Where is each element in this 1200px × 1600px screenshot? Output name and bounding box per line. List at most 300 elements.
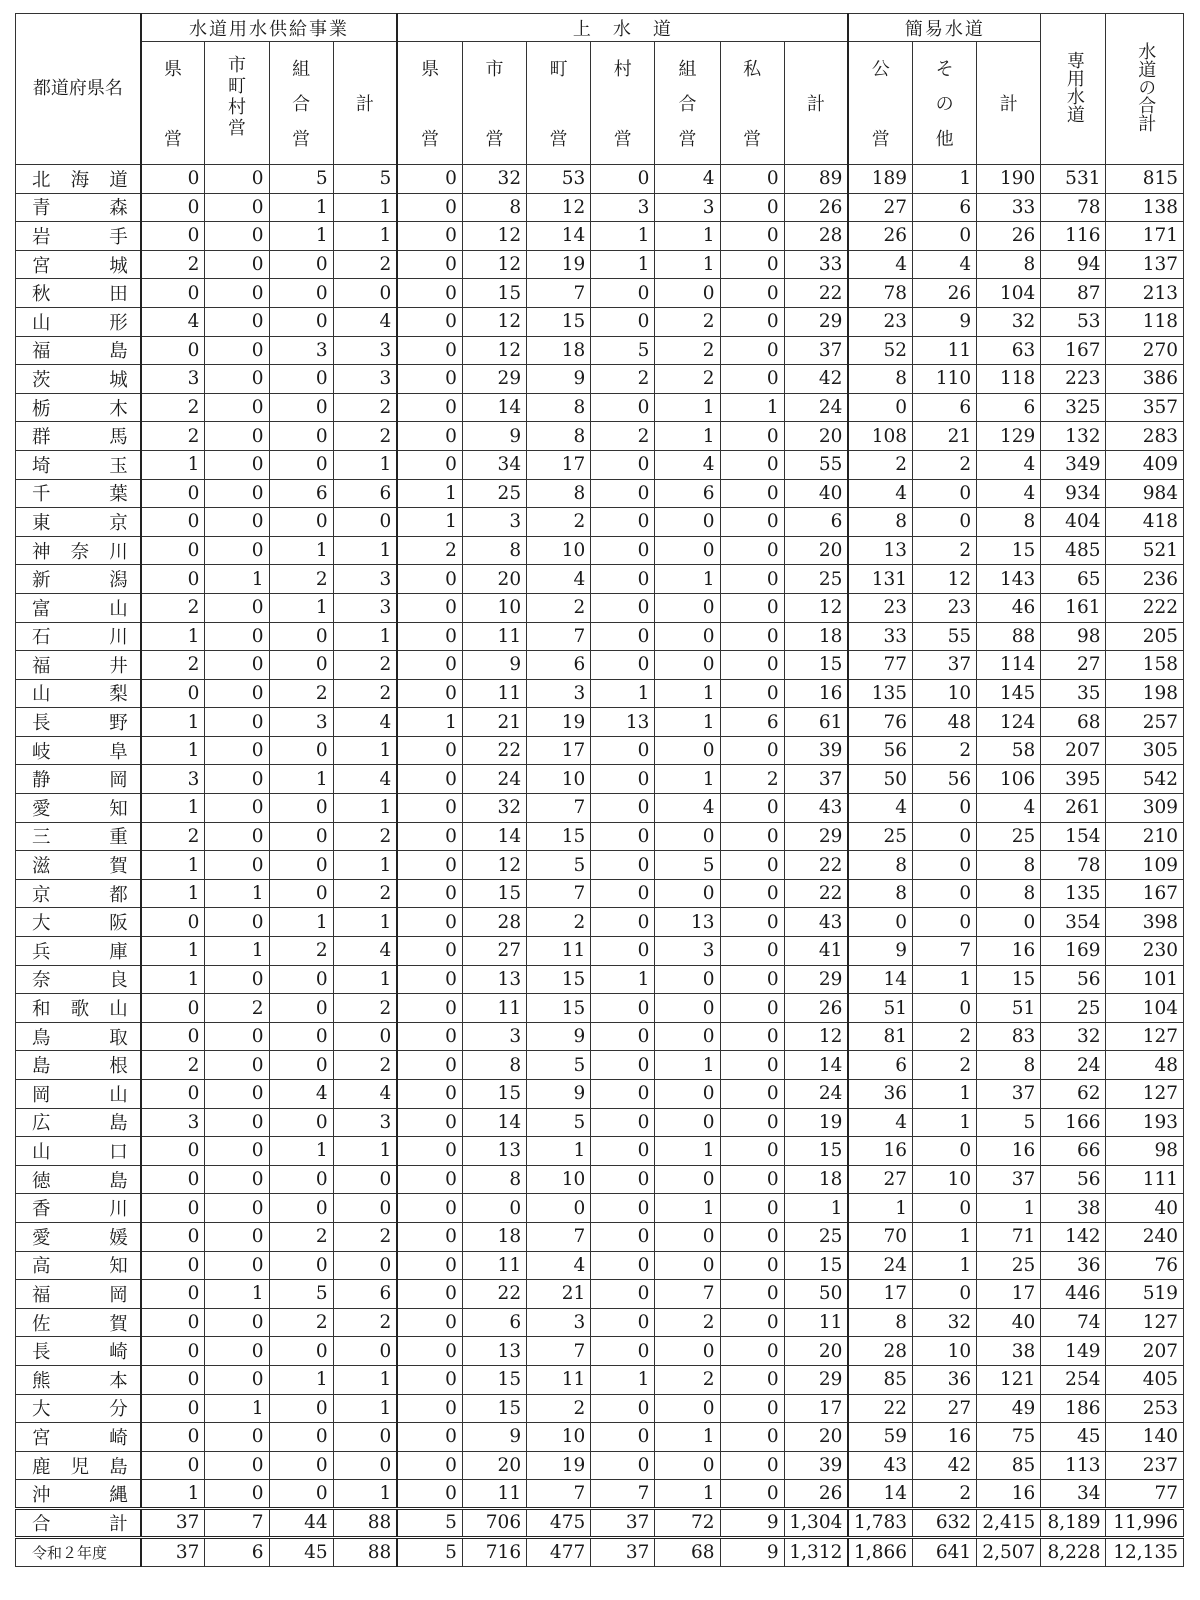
value-cell: 56 [913,765,977,794]
value-cell: 37 [913,651,977,680]
value-cell: 1 [333,1365,397,1394]
prefecture-header-label [30,74,126,104]
value-cell: 8 [848,1308,912,1337]
value-cell: 0 [720,1308,784,1337]
subheader-bulk-2 [269,42,333,165]
value-cell: 0 [720,1108,784,1137]
prefecture-name: 愛媛 [16,1222,141,1251]
value-cell: 1 [913,1251,977,1280]
value-cell: 101 [1106,965,1184,994]
value-cell: 1 [269,193,333,222]
value-cell: 62 [1041,1080,1106,1109]
value-cell: 2 [141,393,205,422]
value-cell: 3 [333,565,397,594]
value-cell: 8 [527,422,591,451]
table-row [16,765,1184,794]
value-cell: 1 [913,165,977,194]
value-cell: 25 [784,565,848,594]
value-cell: 3 [527,679,591,708]
value-cell: 138 [1106,193,1184,222]
value-cell: 52 [848,336,912,365]
value-cell: 6 [913,193,977,222]
value-cell: 34 [462,450,526,479]
value-cell: 22 [462,736,526,765]
value-cell: 127 [1106,1022,1184,1051]
value-cell: 1 [333,222,397,251]
value-cell: 12,135 [1106,1537,1184,1566]
value-cell: 0 [205,651,269,680]
prefecture-name: 長野 [16,708,141,737]
value-cell: 36 [913,1365,977,1394]
subheader-char: 営 [871,129,890,150]
value-cell: 25 [784,1222,848,1251]
value-cell: 10 [913,1165,977,1194]
value-cell: 1 [269,1137,333,1166]
value-cell: 1 [591,679,655,708]
table-row [16,651,1184,680]
value-cell: 3 [655,193,720,222]
value-cell: 0 [977,908,1041,937]
value-cell: 0 [720,165,784,194]
value-cell: 257 [1106,708,1184,737]
value-cell: 0 [720,1365,784,1394]
value-cell: 11 [462,1251,526,1280]
value-cell: 13 [462,1337,526,1366]
subheader-char: 町 [549,59,568,80]
value-cell: 0 [462,1194,526,1223]
value-cell: 0 [269,307,333,336]
value-cell: 0 [720,479,784,508]
value-cell: 0 [591,1051,655,1080]
value-cell: 121 [977,1365,1041,1394]
table-row [16,250,1184,279]
value-cell: 237 [1106,1451,1184,1480]
value-cell: 4 [848,479,912,508]
value-cell: 0 [591,307,655,336]
value-cell: 0 [269,450,333,479]
value-cell: 56 [1041,965,1106,994]
value-cell: 55 [913,622,977,651]
value-cell: 0 [269,1108,333,1137]
value-cell: 0 [720,879,784,908]
table-row [16,994,1184,1023]
value-cell: 0 [269,851,333,880]
value-cell: 9 [527,365,591,394]
value-cell: 15 [527,307,591,336]
value-cell: 1 [784,1194,848,1223]
value-cell: 2,507 [977,1537,1041,1566]
value-cell: 88 [977,622,1041,651]
value-cell: 98 [1041,622,1106,651]
value-cell: 0 [205,1137,269,1166]
value-cell: 108 [848,422,912,451]
value-cell: 0 [397,336,462,365]
value-cell: 0 [720,1051,784,1080]
value-cell: 0 [205,193,269,222]
prefecture-name: 秋田 [16,279,141,308]
value-cell: 0 [141,679,205,708]
value-cell: 0 [720,508,784,537]
value-cell: 51 [848,994,912,1023]
subheader-label [721,55,784,151]
value-cell: 0 [720,307,784,336]
value-cell: 2 [397,536,462,565]
value-cell: 2 [591,422,655,451]
value-cell: 223 [1041,365,1106,394]
value-cell: 0 [720,736,784,765]
value-cell: 2 [333,1051,397,1080]
subheader-char: 営 [485,129,504,150]
subheader-char: 営 [164,129,183,150]
value-cell: 1 [655,1051,720,1080]
value-cell: 7 [527,1337,591,1366]
value-cell: 0 [141,1308,205,1337]
table-row [16,1394,1184,1423]
value-cell: 0 [591,851,655,880]
value-cell: 26 [848,222,912,251]
value-cell: 15 [977,965,1041,994]
value-cell: 0 [333,1337,397,1366]
value-cell: 15 [462,1080,526,1109]
value-cell: 2 [527,1394,591,1423]
value-cell: 1 [333,1137,397,1166]
value-cell: 0 [655,508,720,537]
value-cell: 1,304 [784,1508,848,1537]
prefecture-name: 佐賀 [16,1308,141,1337]
value-cell: 78 [1041,851,1106,880]
table-row [16,1194,1184,1223]
subheader-char: 営 [292,129,311,150]
prefecture-name: 埼玉 [16,450,141,479]
prefecture-name: 香川 [16,1194,141,1223]
value-cell: 0 [269,1022,333,1051]
value-cell: 984 [1106,479,1184,508]
value-cell: 13 [462,1137,526,1166]
previous-year-row [16,1537,1184,1566]
value-cell: 0 [720,1423,784,1452]
value-cell: 261 [1041,794,1106,823]
value-cell: 161 [1041,593,1106,622]
table-row [16,1108,1184,1137]
value-cell: 0 [913,794,977,823]
value-cell: 0 [205,593,269,622]
value-cell: 17 [527,450,591,479]
value-cell: 0 [269,822,333,851]
value-cell: 1 [205,937,269,966]
value-cell: 405 [1106,1365,1184,1394]
value-cell: 2 [913,1051,977,1080]
value-cell: 189 [848,165,912,194]
value-cell: 7 [591,1480,655,1509]
value-cell: 49 [977,1394,1041,1423]
subheader-char: 村 [227,97,246,118]
value-cell: 0 [141,1451,205,1480]
value-cell: 0 [397,1051,462,1080]
value-cell: 53 [527,165,591,194]
value-cell: 0 [205,1022,269,1051]
value-cell: 22 [848,1394,912,1423]
table-row [16,479,1184,508]
subheader-label [655,55,719,151]
value-cell: 3 [269,336,333,365]
value-cell: 118 [1106,307,1184,336]
value-cell: 1 [141,965,205,994]
value-cell: 409 [1106,450,1184,479]
value-cell: 0 [397,565,462,594]
value-cell: 5 [527,1108,591,1137]
prefecture-name: 奈良 [16,965,141,994]
value-cell: 0 [591,736,655,765]
value-cell: 0 [720,1337,784,1366]
value-cell: 0 [205,1194,269,1223]
value-cell: 2 [141,593,205,622]
table-row [16,1251,1184,1280]
value-cell: 0 [720,450,784,479]
value-cell: 2 [913,736,977,765]
value-cell: 17 [784,1394,848,1423]
bulk-supply-group-header: 水道用水供給事業 [141,14,398,42]
value-cell: 0 [397,1251,462,1280]
value-cell: 8 [977,851,1041,880]
value-cell: 25 [462,479,526,508]
value-cell: 0 [397,393,462,422]
value-cell: 0 [141,508,205,537]
prefecture-name: 北海道 [16,165,141,194]
value-cell: 9 [527,1022,591,1051]
value-cell: 7 [527,794,591,823]
value-cell: 21 [527,1280,591,1309]
value-cell: 186 [1041,1394,1106,1423]
table-row [16,679,1184,708]
value-cell: 4 [655,794,720,823]
value-cell: 5 [333,165,397,194]
value-cell: 51 [977,994,1041,1023]
value-cell: 0 [655,1394,720,1423]
value-cell: 2 [527,908,591,937]
value-cell: 1 [655,1423,720,1452]
value-cell: 20 [784,1423,848,1452]
value-cell: 1 [591,250,655,279]
value-cell: 28 [784,222,848,251]
value-cell: 0 [591,1137,655,1166]
value-cell: 55 [784,450,848,479]
value-cell: 0 [141,1194,205,1223]
value-cell: 2 [655,1365,720,1394]
value-cell: 4 [527,565,591,594]
value-cell: 149 [1041,1337,1106,1366]
grand-total-header [1106,14,1184,165]
value-cell: 2 [333,250,397,279]
value-cell: 16 [977,937,1041,966]
value-cell: 4 [333,307,397,336]
subheader-water-6 [784,42,848,165]
value-cell: 0 [205,307,269,336]
table-row [16,1337,1184,1366]
value-cell: 1 [655,679,720,708]
value-cell: 2 [848,450,912,479]
value-cell: 8 [977,508,1041,537]
value-cell: 0 [397,1222,462,1251]
value-cell: 0 [591,994,655,1023]
value-cell: 61 [784,708,848,737]
value-cell: 254 [1041,1365,1106,1394]
value-cell: 15 [784,1251,848,1280]
value-cell: 2 [913,536,977,565]
value-cell: 11 [462,994,526,1023]
value-cell: 0 [655,1451,720,1480]
value-cell: 1 [655,422,720,451]
value-cell: 8 [977,879,1041,908]
value-cell: 0 [141,1022,205,1051]
value-cell: 7 [527,279,591,308]
value-cell: 24 [784,1080,848,1109]
value-cell: 0 [591,1165,655,1194]
value-cell: 2 [913,1022,977,1051]
value-cell: 1 [205,879,269,908]
subheader-simple-0 [848,42,912,165]
value-cell: 15 [784,1137,848,1166]
value-cell: 0 [913,479,977,508]
value-cell: 8 [848,365,912,394]
value-cell: 127 [1106,1308,1184,1337]
value-cell: 10 [527,1165,591,1194]
value-cell: 0 [397,1480,462,1509]
value-cell: 81 [848,1022,912,1051]
value-cell: 77 [848,651,912,680]
value-cell: 0 [269,879,333,908]
value-cell: 22 [784,851,848,880]
subheader-water-2 [527,42,591,165]
value-cell: 38 [977,1337,1041,1366]
value-cell: 1 [655,765,720,794]
value-cell: 53 [1041,307,1106,336]
value-cell: 40 [1106,1194,1184,1223]
prefecture-name: 福岡 [16,1280,141,1309]
prefecture-name: 静岡 [16,765,141,794]
value-cell: 32 [977,307,1041,336]
value-cell: 0 [141,193,205,222]
value-cell: 10 [913,679,977,708]
value-cell: 11,996 [1106,1508,1184,1537]
value-cell: 0 [205,1423,269,1452]
subheader-char: 市 [227,55,246,76]
value-cell: 36 [848,1080,912,1109]
prefecture-name: 島根 [16,1051,141,1080]
value-cell: 8,228 [1041,1537,1106,1566]
value-cell: 65 [1041,565,1106,594]
value-cell: 20 [784,1337,848,1366]
value-cell: 0 [655,1337,720,1366]
value-cell: 14 [848,965,912,994]
prefecture-name: 高知 [16,1251,141,1280]
value-cell: 116 [1041,222,1106,251]
value-cell: 15 [462,879,526,908]
value-cell: 72 [655,1508,720,1537]
value-cell: 132 [1041,422,1106,451]
value-cell: 2 [333,1222,397,1251]
value-cell: 0 [655,1251,720,1280]
value-cell: 0 [591,393,655,422]
prefecture-name: 合計 [16,1508,141,1537]
value-cell: 114 [977,651,1041,680]
value-cell: 0 [591,1451,655,1480]
value-cell: 3 [333,365,397,394]
value-cell: 22 [462,1280,526,1309]
subheader-char: 公 [871,59,890,80]
value-cell: 0 [205,222,269,251]
value-cell: 0 [720,279,784,308]
value-cell: 2 [269,1308,333,1337]
value-cell: 0 [333,508,397,537]
value-cell: 0 [397,965,462,994]
value-cell: 9 [848,937,912,966]
value-cell: 10 [527,765,591,794]
value-cell: 76 [848,708,912,737]
value-cell: 0 [720,536,784,565]
value-cell: 1 [333,851,397,880]
table-row [16,708,1184,737]
subheader-char: 組 [292,59,311,80]
value-cell: 0 [269,1251,333,1280]
subheader-label [398,55,462,151]
value-cell: 7 [205,1508,269,1537]
value-cell: 0 [205,679,269,708]
prefecture-name: 広島 [16,1108,141,1137]
prefecture-name: 群馬 [16,422,141,451]
value-cell: 325 [1041,393,1106,422]
table-row [16,393,1184,422]
value-cell: 0 [397,1108,462,1137]
value-cell: 0 [913,879,977,908]
value-cell: 236 [1106,565,1184,594]
value-cell: 213 [1106,279,1184,308]
value-cell: 29 [784,1365,848,1394]
value-cell: 36 [1041,1251,1106,1280]
value-cell: 1 [333,794,397,823]
value-cell: 0 [397,851,462,880]
value-cell: 4 [333,937,397,966]
value-cell: 78 [1041,193,1106,222]
value-cell: 25 [848,822,912,851]
subheader-char: の [935,94,954,115]
value-cell: 33 [977,193,1041,222]
prefecture-name: 岩手 [16,222,141,251]
value-cell: 0 [397,908,462,937]
value-cell: 2,415 [977,1508,1041,1537]
value-cell: 1 [397,508,462,537]
table-row [16,565,1184,594]
value-cell: 0 [913,508,977,537]
table-row [16,450,1184,479]
value-cell: 1 [333,193,397,222]
value-cell: 2 [913,450,977,479]
subheader-label [205,55,268,151]
value-cell: 0 [591,651,655,680]
value-cell: 6 [269,479,333,508]
value-cell: 0 [720,222,784,251]
value-cell: 32 [913,1308,977,1337]
value-cell: 207 [1041,736,1106,765]
value-cell: 19 [527,1451,591,1480]
table-row [16,879,1184,908]
value-cell: 398 [1106,908,1184,937]
value-cell: 0 [397,622,462,651]
value-cell: 169 [1041,937,1106,966]
table-row [16,1280,1184,1309]
value-cell: 0 [397,651,462,680]
value-cell: 477 [527,1537,591,1566]
prefecture-name: 令和２年度 [16,1537,141,1566]
